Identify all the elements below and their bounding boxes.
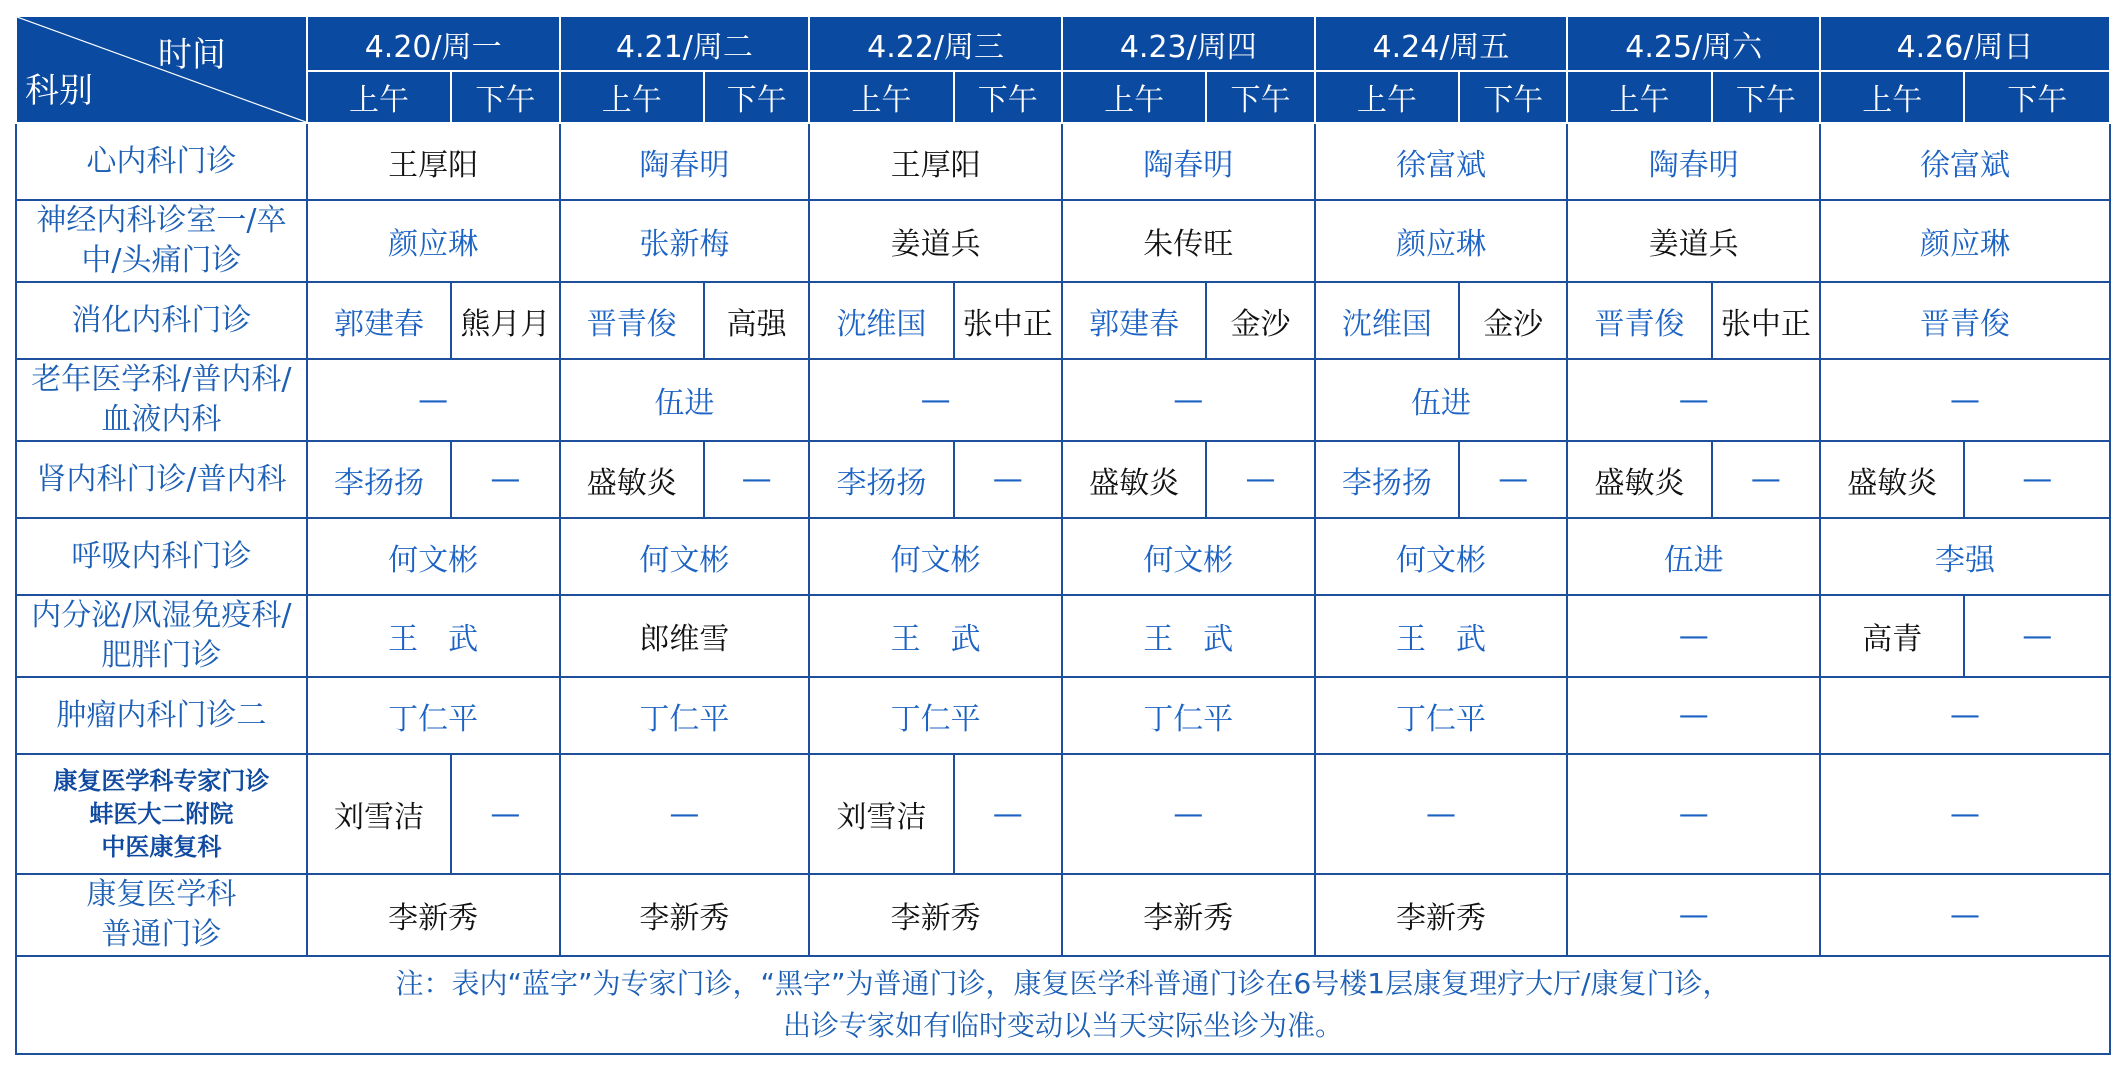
doctor-cell: 张新梅 — [560, 200, 810, 282]
table-row — [16, 200, 2110, 282]
empty-slot-cell: — — [1206, 441, 1314, 518]
afternoon-header: 下午 — [954, 71, 1062, 123]
table-row — [16, 874, 2110, 956]
doctor-cell: 刘雪洁 — [307, 754, 451, 874]
table-row — [16, 282, 2110, 359]
doctor-cell: 朱传旺 — [1062, 200, 1315, 282]
doctor-cell: 高青 — [1820, 595, 1964, 677]
empty-slot-cell: — — [451, 441, 559, 518]
empty-slot-cell: — — [1315, 754, 1568, 874]
doctor-cell: 晋青俊 — [1820, 282, 2110, 359]
department-cell: 老年医学科/普内科/血液内科 — [16, 359, 307, 441]
morning-header: 上午 — [1567, 71, 1711, 123]
department-cell: 肾内科门诊/普内科 — [16, 441, 307, 518]
table-header — [16, 16, 2110, 123]
doctor-cell: 丁仁平 — [307, 677, 560, 754]
department-cell: 康复医学科专家门诊 蚌医大二附院 中医康复科 — [16, 754, 307, 874]
doctor-cell: 颜应琳 — [1820, 200, 2110, 282]
doctor-cell: 盛敏炎 — [1062, 441, 1206, 518]
doctor-cell: 陶春明 — [1567, 123, 1820, 200]
empty-slot-cell: — — [1062, 359, 1315, 441]
department-cell: 神经内科诊室一/卒中/头痛门诊 — [16, 200, 307, 282]
doctor-cell: 盛敏炎 — [1820, 441, 1964, 518]
doctor-cell: 王厚阳 — [809, 123, 1062, 200]
doctor-cell: 李扬扬 — [307, 441, 451, 518]
table-row — [16, 359, 2110, 441]
day-header: 4.23/周四 — [1062, 16, 1315, 71]
doctor-cell: 李新秀 — [560, 874, 810, 956]
doctor-cell: 沈维国 — [1315, 282, 1459, 359]
doctor-cell: 晋青俊 — [560, 282, 704, 359]
doctor-cell: 丁仁平 — [809, 677, 1062, 754]
doctor-cell: 李强 — [1820, 518, 2110, 595]
table-row — [16, 518, 2110, 595]
doctor-cell: 徐富斌 — [1315, 123, 1568, 200]
doctor-cell: 李新秀 — [809, 874, 1062, 956]
day-header: 4.25/周六 — [1567, 16, 1820, 71]
doctor-cell: 王 武 — [1315, 595, 1568, 677]
morning-header: 上午 — [307, 71, 451, 123]
doctor-cell: 陶春明 — [560, 123, 810, 200]
day-header: 4.21/周二 — [560, 16, 810, 71]
doctor-cell: 李新秀 — [1315, 874, 1568, 956]
morning-header: 上午 — [560, 71, 704, 123]
empty-slot-cell: — — [1820, 874, 2110, 956]
empty-slot-cell: — — [1567, 874, 1820, 956]
empty-slot-cell: — — [451, 754, 559, 874]
doctor-cell: 何文彬 — [307, 518, 560, 595]
doctor-cell: 晋青俊 — [1567, 282, 1711, 359]
day-header: 4.22/周三 — [809, 16, 1062, 71]
afternoon-header: 下午 — [1712, 71, 1820, 123]
empty-slot-cell: — — [1567, 359, 1820, 441]
header-corner — [16, 16, 307, 123]
doctor-cell: 丁仁平 — [1062, 677, 1315, 754]
doctor-cell: 伍进 — [1315, 359, 1568, 441]
doctor-cell: 郎维雪 — [560, 595, 810, 677]
afternoon-header: 下午 — [1964, 71, 2110, 123]
doctor-cell: 高强 — [704, 282, 809, 359]
empty-slot-cell: — — [307, 359, 560, 441]
doctor-cell: 何文彬 — [560, 518, 810, 595]
department-cell: 康复医学科 普通门诊 — [16, 874, 307, 956]
doctor-cell: 徐富斌 — [1820, 123, 2110, 200]
empty-slot-cell: — — [1567, 754, 1820, 874]
doctor-cell: 金沙 — [1206, 282, 1314, 359]
table-row — [16, 754, 2110, 874]
doctor-cell: 何文彬 — [1315, 518, 1568, 595]
doctor-cell: 颜应琳 — [307, 200, 560, 282]
doctor-cell: 姜道兵 — [809, 200, 1062, 282]
afternoon-header: 下午 — [1459, 71, 1567, 123]
footnote-line-1: 注：表内“蓝字”为专家门诊，“黑字”为普通门诊，康复医学科普通门诊在6号楼1层康复理疗大厅/康复门诊， — [395, 967, 1731, 1000]
footnote — [16, 956, 2110, 1054]
doctor-cell: 金沙 — [1459, 282, 1567, 359]
doctor-cell: 王 武 — [307, 595, 560, 677]
department-cell: 呼吸内科门诊 — [16, 518, 307, 595]
day-header: 4.20/周一 — [307, 16, 560, 71]
empty-slot-cell: — — [809, 359, 1062, 441]
empty-slot-cell: — — [560, 754, 810, 874]
doctor-cell: 王厚阳 — [307, 123, 560, 200]
doctor-cell: 李扬扬 — [809, 441, 953, 518]
empty-slot-cell: — — [1062, 754, 1315, 874]
day-header: 4.24/周五 — [1315, 16, 1568, 71]
empty-slot-cell: — — [1964, 441, 2110, 518]
empty-slot-cell: — — [954, 441, 1062, 518]
table-body — [16, 123, 2110, 956]
table-row — [16, 677, 2110, 754]
doctor-cell: 丁仁平 — [1315, 677, 1568, 754]
doctor-cell: 张中正 — [954, 282, 1062, 359]
doctor-cell: 李扬扬 — [1315, 441, 1459, 518]
doctor-cell: 伍进 — [1567, 518, 1820, 595]
empty-slot-cell: — — [704, 441, 809, 518]
afternoon-header: 下午 — [704, 71, 809, 123]
doctor-cell: 熊月月 — [451, 282, 559, 359]
doctor-cell: 何文彬 — [1062, 518, 1315, 595]
empty-slot-cell: — — [1820, 754, 2110, 874]
department-cell: 消化内科门诊 — [16, 282, 307, 359]
empty-slot-cell: — — [1459, 441, 1567, 518]
doctor-cell: 郭建春 — [1062, 282, 1206, 359]
doctor-cell: 陶春明 — [1062, 123, 1315, 200]
table-row — [16, 123, 2110, 200]
empty-slot-cell: — — [1820, 677, 2110, 754]
department-cell: 心内科门诊 — [16, 123, 307, 200]
empty-slot-cell: — — [954, 754, 1062, 874]
morning-header: 上午 — [1315, 71, 1459, 123]
doctor-cell: 盛敏炎 — [560, 441, 704, 518]
doctor-cell: 郭建春 — [307, 282, 451, 359]
morning-header: 上午 — [809, 71, 953, 123]
afternoon-header: 下午 — [1206, 71, 1314, 123]
doctor-cell: 颜应琳 — [1315, 200, 1568, 282]
doctor-cell: 伍进 — [560, 359, 810, 441]
doctor-cell: 沈维国 — [809, 282, 953, 359]
footnote-line-2: 出诊专家如有临时变动以当天实际坐诊为准。 — [782, 1009, 1343, 1042]
department-cell: 肿瘤内科门诊二 — [16, 677, 307, 754]
doctor-cell: 丁仁平 — [560, 677, 810, 754]
morning-header: 上午 — [1820, 71, 1964, 123]
corner-dept-label: 科别 — [25, 71, 93, 111]
table-row — [16, 595, 2110, 677]
corner-time-label: 时间 — [157, 35, 226, 75]
table-row — [16, 441, 2110, 518]
doctor-cell: 盛敏炎 — [1567, 441, 1711, 518]
morning-header: 上午 — [1062, 71, 1206, 123]
empty-slot-cell: — — [1712, 441, 1820, 518]
empty-slot-cell: — — [1567, 677, 1820, 754]
doctor-cell: 王 武 — [1062, 595, 1315, 677]
empty-slot-cell: — — [1820, 359, 2110, 441]
doctor-cell: 姜道兵 — [1567, 200, 1820, 282]
empty-slot-cell: — — [1964, 595, 2110, 677]
department-cell: 内分泌/风湿免疫科/肥胖门诊 — [16, 595, 307, 677]
day-header: 4.26/周日 — [1820, 16, 2110, 71]
doctor-cell: 王 武 — [809, 595, 1062, 677]
doctor-cell: 张中正 — [1712, 282, 1820, 359]
doctor-cell: 李新秀 — [1062, 874, 1315, 956]
doctor-cell: 刘雪洁 — [809, 754, 953, 874]
doctor-cell: 何文彬 — [809, 518, 1062, 595]
empty-slot-cell: — — [1567, 595, 1820, 677]
doctor-cell: 李新秀 — [307, 874, 560, 956]
schedule-table — [15, 15, 2111, 1055]
afternoon-header: 下午 — [451, 71, 559, 123]
